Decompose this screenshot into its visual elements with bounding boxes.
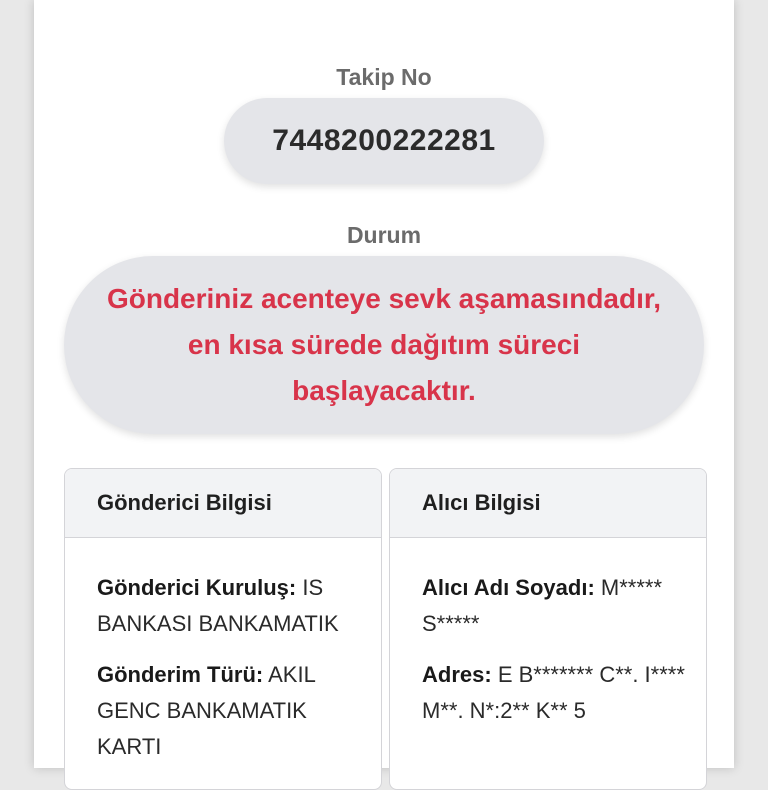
field-value: AKIL GENC BANKAMATIK KARTI [97,662,316,759]
receiver-card-title: Alıcı Bilgisi [390,469,706,538]
sender-organization-field [97,570,361,642]
sender-card-title: Gönderici Bilgisi [65,469,381,538]
field-value: M***** S***** [422,575,663,636]
status-label: Durum [346,222,422,248]
tracking-number: 7448200222281 [224,98,544,184]
receiver-name-field [422,570,686,642]
field-key: Gönderim Türü: [97,662,264,687]
field-key: Adres: [422,662,492,687]
receiver-card [389,468,707,790]
field-value: E B******* C**. I**** M**. N*:2** K** 5 [422,662,685,723]
shipment-type-field [97,657,361,765]
sender-card [64,468,382,790]
tracking-page [34,0,734,768]
tracking-label: Takip No [336,64,432,90]
receiver-address-field [422,657,686,729]
field-value: IS BANKASI BANKAMATIK [97,575,339,636]
field-key: Gönderici Kuruluş: [97,575,297,600]
field-key: Alıcı Adı Soyadı: [422,575,595,600]
status-message: Gönderiniz acenteye sevk aşamasındadır, en kısa sürede dağıtım süreci başlayacaktır. [64,256,704,434]
